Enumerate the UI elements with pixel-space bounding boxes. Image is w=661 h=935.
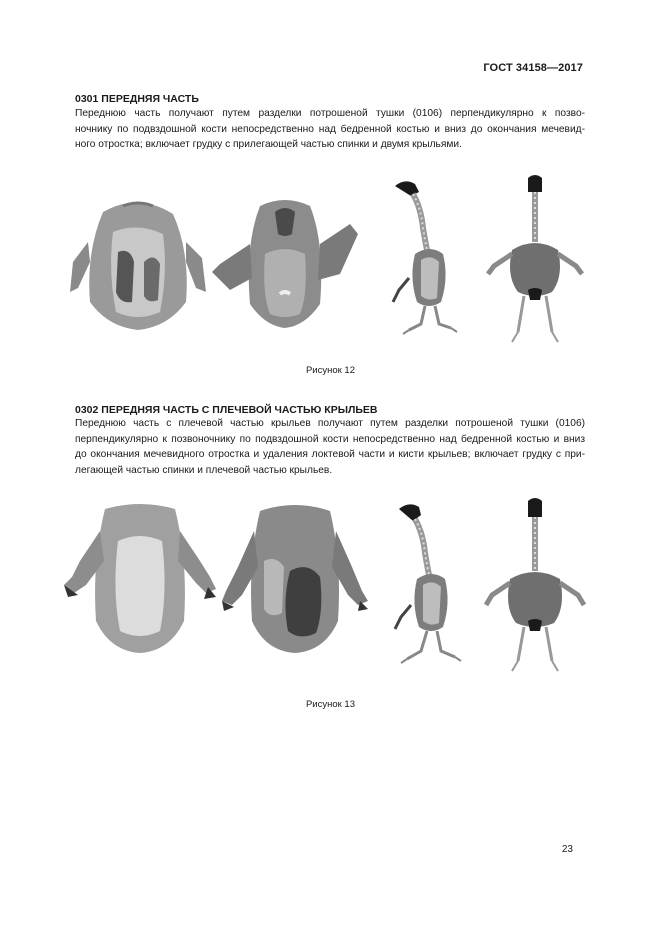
section-title-0302: 0302 ПЕРЕДНЯЯ ЧАСТЬ С ПЛЕЧЕВОЙ ЧАСТЬЮ КРЫЛЬЕВ xyxy=(75,404,378,416)
skeleton-side-diagram xyxy=(385,501,475,671)
section-0302-paragraph xyxy=(75,416,585,478)
breast-with-upper-wings-back-photo xyxy=(220,501,370,661)
section-title-0301: 0301 ПЕРЕДНЯЯ ЧАСТЬ xyxy=(75,93,199,105)
paragraph-line: легающей частью спинки и плечевой частью крыльев. xyxy=(75,464,333,476)
section-0301-paragraph xyxy=(75,106,585,153)
paragraph-line: до окончания мечевидного отростка и удаления локтевой части и кисти крыльев; включает грудку с при- xyxy=(75,449,585,460)
paragraph-line: Переднюю часть с плечевой частью крыльев получают путем разделки потрошеной тушки (0106) xyxy=(75,418,585,429)
figure-12 xyxy=(60,172,600,362)
paragraph-line: перпендикулярно к позвоночнику по подвздошной кости непосредственно над бедренной костью и вниз xyxy=(75,433,585,445)
figure-12-caption: Рисунок 12 xyxy=(305,365,356,376)
skeleton-side-diagram xyxy=(385,178,475,343)
paragraph-line: ного отростка; включает грудку с прилегающей частью спинки и двумя крыльями. xyxy=(75,139,462,150)
figure-13 xyxy=(60,495,600,685)
paragraph-line: Переднюю часть получают путем разделки потрошеной тушки (0106) перпендикулярно к позво- xyxy=(75,108,585,119)
skeleton-front-diagram xyxy=(480,172,590,347)
breast-cut-back-photo xyxy=(210,194,360,334)
page-number: 23 xyxy=(561,844,573,855)
skeleton-front-diagram xyxy=(480,495,590,675)
breast-with-upper-wings-front-photo xyxy=(60,501,220,661)
breast-cut-front-photo xyxy=(68,192,208,332)
standard-header: ГОСТ 34158—2017 xyxy=(483,62,583,74)
paragraph-line: ночнику по подвздошной кости непосредственно над бедренной костью и вниз до окончания мечевид- xyxy=(75,123,585,135)
figure-13-caption: Рисунок 13 xyxy=(305,699,356,710)
